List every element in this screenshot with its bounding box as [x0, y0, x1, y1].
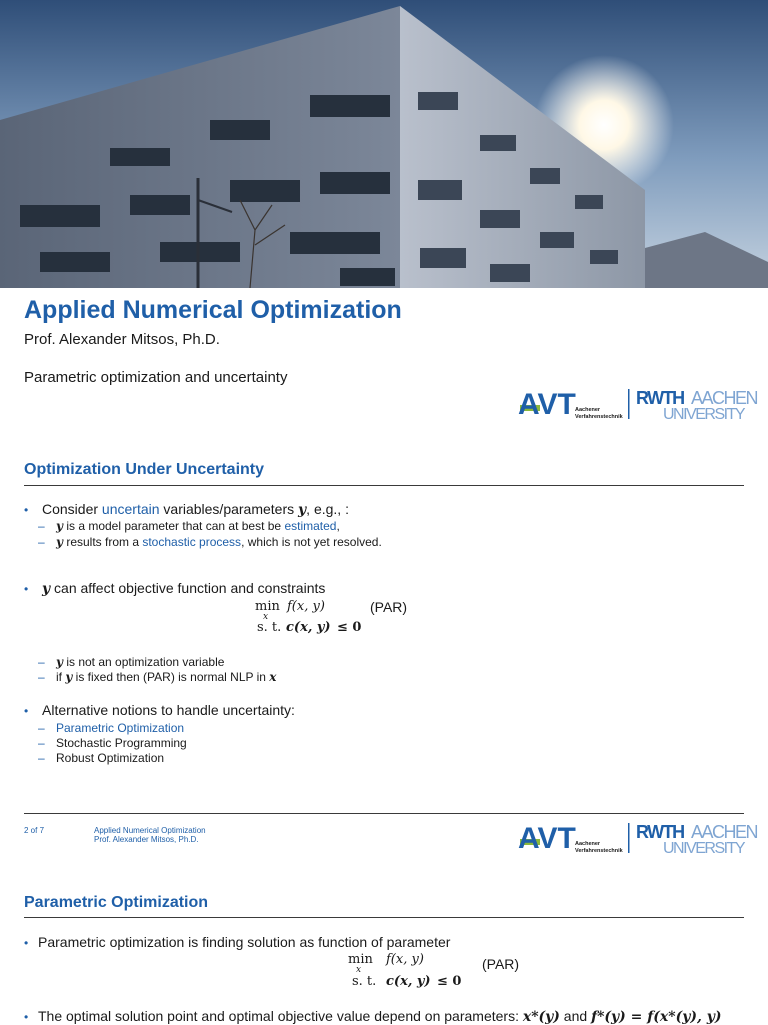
bullet-consider-uncertain: • Consider uncertain variables/parameters y, e.g., : [24, 501, 349, 518]
bullet-parametric-definition: • Parametric optimization is finding solution as function of parameter [24, 934, 451, 950]
bullet-marker: • [24, 503, 29, 517]
rwth-logo-light: AACHEN [691, 822, 758, 842]
avt-logo-line2: Verfahrenstechnik [575, 848, 623, 854]
notion-stochastic-programming: – Stochastic Programming [38, 736, 187, 750]
notion-robust-optimization: – Robust Optimization [38, 751, 165, 765]
subbullet-normal-nlp: – if y is fixed then (PAR) is normal NLP in x [38, 670, 277, 684]
bullet-alternative-notions: • Alternative notions to handle uncertainty: [24, 702, 295, 718]
bullet-optimal-solution: • The optimal solution point and optimal objective value depend on parameters: x*(y) and f*(y) = f(x*(y), y) [24, 1008, 722, 1025]
notion-parametric-optimization[interactable]: – Parametric Optimization [38, 721, 185, 735]
institution-logo [518, 385, 758, 423]
avt-logo-mark: AVT [518, 822, 576, 855]
slide2-heading: Optimization Under Uncertainty [24, 461, 265, 478]
heading-divider [24, 917, 744, 918]
heading-divider [24, 485, 744, 486]
rwth-logo-light: AACHEN [691, 388, 758, 408]
presentation-title: Applied Numerical Optimization [24, 296, 402, 324]
formula-tag: (PAR) [370, 599, 408, 615]
hero-building-photo [0, 0, 768, 288]
slide3-heading: Parametric Optimization [24, 894, 209, 911]
footer-divider [24, 813, 744, 814]
subbullet-stochastic-process: – y results from a stochastic process, which is not yet resolved. [38, 535, 382, 549]
footer-course: Applied Numerical Optimization [94, 826, 206, 835]
footer-institution-logo [518, 819, 758, 857]
highlight-uncertain: uncertain [101, 501, 160, 517]
par-formula: min x f(x, y) s. t. c(x, y) ≤ 0 (PAR) [348, 952, 520, 989]
bullet-affect-objective: • y can affect objective function and constraints [24, 580, 326, 597]
rwth-logo-university: UNIVERSITY [663, 840, 745, 857]
subbullet-not-variable: – y is not an optimization variable [38, 655, 225, 669]
avt-logo-line2: Verfahrenstechnik [575, 414, 623, 420]
author-name: Prof. Alexander Mitsos, Ph.D. [24, 331, 220, 348]
rwth-logo-bold: RWTH [636, 822, 684, 842]
avt-logo-line1: Aachener [575, 407, 601, 413]
avt-logo-line1: Aachener [575, 841, 601, 847]
subbullet-estimated: – y is a model parameter that can at best be estimated, [38, 519, 340, 533]
par-formula: min x f(x, y) s. t. c(x, y) ≤ 0 (PAR) [255, 599, 408, 635]
lecture-subtitle: Parametric optimization and uncertainty [24, 369, 288, 386]
page-number: 2 of 7 [24, 826, 45, 835]
formula-tag: (PAR) [482, 956, 520, 972]
rwth-logo-university: UNIVERSITY [663, 406, 745, 423]
footer-author: Prof. Alexander Mitsos, Ph.D. [94, 835, 199, 844]
rwth-logo-bold: RWTH [636, 388, 684, 408]
avt-logo-mark: AVT [518, 388, 576, 421]
